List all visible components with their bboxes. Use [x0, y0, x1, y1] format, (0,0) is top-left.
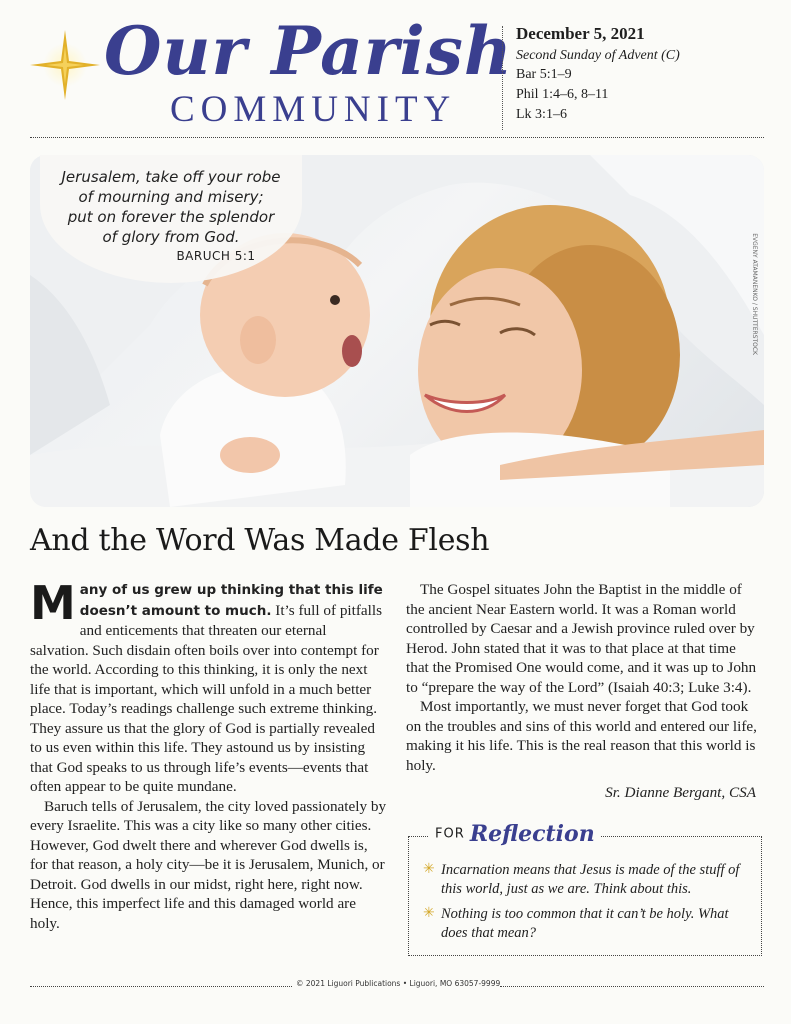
quote-reference: BARUCH 5:1	[176, 249, 256, 263]
date-block	[516, 24, 776, 125]
star-bullet-icon: ✳	[423, 906, 435, 921]
masthead-divider	[502, 26, 503, 130]
reflection-item	[423, 861, 749, 899]
reflection-title	[429, 821, 601, 847]
drop-cap: M	[30, 576, 76, 630]
footer-rule-left	[30, 986, 292, 987]
logo-subtitle: COMMUNITY	[170, 89, 457, 130]
header-rule	[30, 137, 764, 138]
reflection-for-label: FOR	[435, 826, 465, 842]
quote-line: of mourning and misery;	[78, 188, 264, 206]
reflection-list	[409, 837, 761, 943]
paragraph-3: The Gospel situates John the Baptist in the middle of the ancient Near Eastern world. It was a Roman world controlled by Caesar and a Jewish province ruled over by Herod. John stated that it was to that place at that time that the Promised One would come, and it was up to John to “prepare the way of the Lord” (Isaiah 40:3; Luke 3:4).	[406, 581, 757, 696]
reflection-item	[423, 905, 749, 943]
footer-rule-right	[500, 986, 764, 987]
quote-text	[40, 155, 302, 247]
article-headline: And the Word Was Made Flesh	[30, 523, 490, 558]
reflection-box	[408, 821, 762, 956]
reading-3: Lk 3:1–6	[516, 107, 567, 122]
article-column-left	[30, 576, 388, 933]
lead-in: any of us grew up thinking that this life doesn’t amount to much.	[79, 582, 383, 619]
logo-title: Our Parish	[104, 12, 513, 90]
reflection-item-text: Nothing is too common that it can’t be holy. What does that mean?	[441, 906, 729, 941]
reading-1: Bar 5:1–9	[516, 67, 572, 82]
reflection-item-text: Incarnation means that Jesus is made of the stuff of this world, just as we are. Think about this.	[441, 862, 740, 897]
author-signature: Sr. Dianne Bergant, CSA	[605, 784, 756, 801]
article-column-right	[406, 580, 760, 803]
quote-line: of glory from God.	[102, 228, 240, 246]
paragraph-4: Most importantly, we must never forget that God took on the troubles and sins of this world and entered our life, making it his life. This is the real reason that this world is holy.	[406, 698, 757, 774]
star-icon	[30, 30, 100, 100]
copyright-footer: © 2021 Liguori Publications • Liguori, MO 63057-9999	[296, 979, 501, 988]
masthead	[0, 0, 791, 140]
quote-line: Jerusalem, take off your robe	[61, 168, 281, 186]
issue-date: December 5, 2021	[516, 24, 645, 43]
reading-2: Phil 1:4–6, 8–11	[516, 87, 609, 102]
star-bullet-icon: ✳	[423, 862, 435, 877]
paragraph-1	[30, 576, 388, 797]
quote-line: put on forever the splendor	[67, 208, 275, 226]
reflection-heading: Reflection	[469, 821, 595, 847]
paragraph-1-text: It’s full of pitfalls and enticements that threaten our eternal salvation. Such disdain often boils over into contempt for the world. According to this thinking, it is only the next life that is important, which will unfold in a much better place. Today’s readings challenge such extreme thinking. They assure us that the glory of God is partially revealed to us even within this life. They astound us by insisting that God speaks to us through life’s events—events that often appear to be quite mundane.	[30, 601, 383, 795]
paragraph-2: Baruch tells of Jerusalem, the city loved passionately by every Israelite. This was a city like so many other cities. However, God dwelt there and wherever God dwells is, for that reason, a holy city—be it is Jerusalem, Munich, or Detroit. God dwells in our midst, right here, right now. Hence, this imperfect life and this damaged world are holy.	[30, 797, 387, 932]
photo-credit: EVGENY ATAMANENKO / SHUTTERSTOCK	[751, 233, 758, 355]
liturgical-occasion: Second Sunday of Advent (C)	[516, 48, 680, 63]
